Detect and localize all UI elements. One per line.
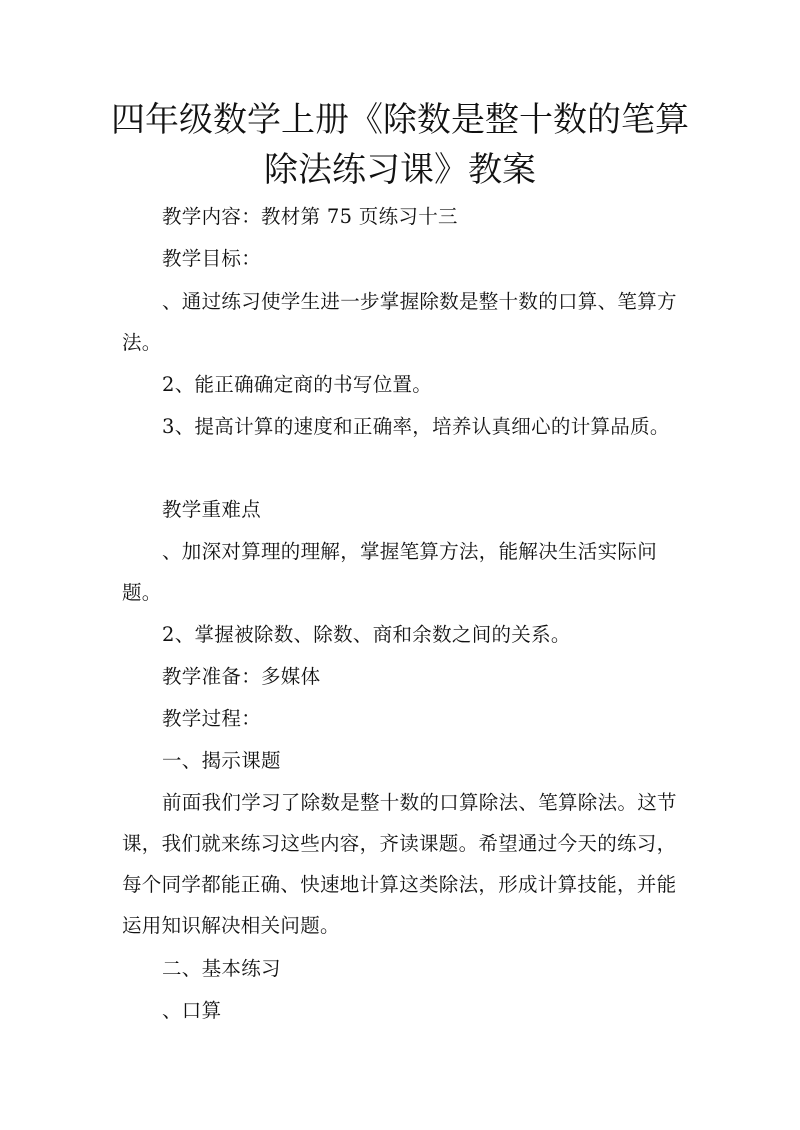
paragraph-objective-1: 、通过练习使学生进一步掌握除数是整十数的口算、笔算方法。	[122, 290, 677, 354]
paragraph-objectives-heading: 教学目标：	[162, 247, 262, 270]
paragraph-oral-calc: 、口算	[162, 999, 222, 1022]
title-line-2: 除法练习课》教案	[264, 150, 536, 190]
paragraph-keypoints-heading: 教学重难点	[162, 498, 262, 521]
paragraph-process-heading: 教学过程：	[162, 707, 262, 730]
paragraph-section-2: 二、基本练习	[162, 957, 281, 980]
paragraph-preparation: 教学准备：多媒体	[162, 665, 321, 688]
paragraph-section-1: 一、揭示课题	[162, 749, 281, 772]
paragraph-content: 教学内容：教材第 75 页练习十三	[162, 205, 458, 228]
paragraph-keypoint-1: 、加深对算理的理解，掌握笔算方法，能解决生活实际问题。	[122, 540, 658, 604]
paragraph-objective-2: 2、能正确确定商的书写位置。	[162, 373, 433, 396]
title-line-1: 四年级数学上册《除数是整十数的笔算	[111, 100, 689, 140]
paragraph-keypoint-2: 2、掌握被除数、除数、商和余数之间的关系。	[162, 623, 571, 646]
document-title	[110, 95, 690, 195]
paragraph-intro: 前面我们学习了除数是整十数的口算除法、笔算除法。这节课，我们就来练习这些内容，齐读课题。希望通过今天的练习，每个同学都能正确、快速地计算这类除法，形成计算技能，并能运用知识解决相关问题。	[122, 791, 677, 937]
paragraph-objective-3: 3、提高计算的速度和正确率，培养认真细心的计算品质。	[162, 415, 670, 438]
